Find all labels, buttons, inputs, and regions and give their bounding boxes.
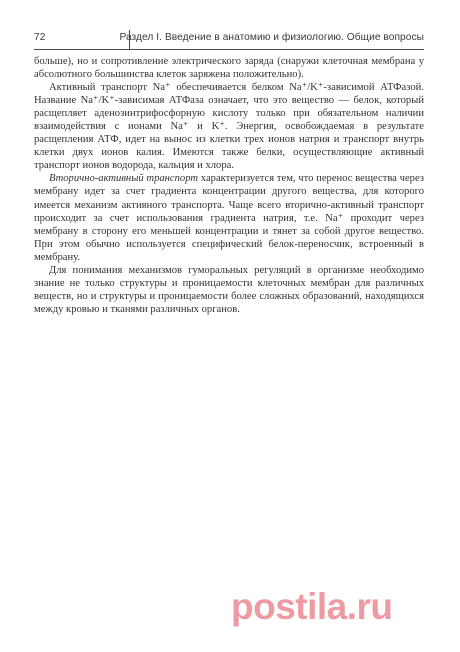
paragraph-1: больше), но и сопротивление электрического заряда (снаружи клеточная мембрана у абсолютного большинства клеток заряжена положительно).: [34, 56, 424, 81]
page-number: 72: [34, 32, 46, 43]
watermark-logo: [231, 588, 446, 634]
paragraph-3: [34, 172, 424, 263]
paragraph-3-term: Вторично-активный транспорт: [49, 173, 199, 185]
header-divider: [129, 30, 130, 49]
watermark-logo-graphic: [231, 588, 446, 628]
paragraph-4: Для понимания механизмов гуморальных регуляций в организме необходимо знание не только структуры и проницаемости клеточных мембран для различных веществ, но и структуры и проницаемости более сложных образований, находящихся между кровью и тканями различных органов.: [34, 264, 424, 315]
paragraph-2: Активный транспорт Na⁺ обеспечивается белком Na⁺/K⁺-зависимой АТФазой. Название Na⁺/K⁺-зависимая АТФаза означает, что это вещество — белок, который расщепляет аденозинтрифосфорную кислоту только при обязательном наличии взаимодействия с ионами Na⁺ и K⁺. Энергия, освобождаемая в результате расщепления АТФ, идет на вынос из клетки трех ионов натрия и транспорт внутрь клетки двух ионов калия. Имеются также белки, осуществляющие активный транспорт ионов водорода, кальция и хлора.: [34, 82, 424, 172]
paragraph-3-text: характеризуется тем, что перенос вещества через мембрану идет за счет градиента концентрации другого вещества, для которого имеется механизм активного транспорта. Чаще всего вторично-активный транспорт происходит за счет использования градиента натрия, т.е. Na⁺ проходит через мембрану в сторону его меньшей концентрации и тянет за собой другое вещество. При этом обычно используется специфический белок-переносчик, встроенный в мембрану.: [34, 173, 424, 263]
header-rule: [34, 49, 424, 50]
svg-text:postila.ru: postila.ru: [231, 588, 393, 627]
body-text: [34, 55, 424, 316]
page-header: [34, 32, 424, 48]
running-title: Раздел I. Введение в анатомию и физиологию. Общие вопросы: [119, 32, 424, 43]
